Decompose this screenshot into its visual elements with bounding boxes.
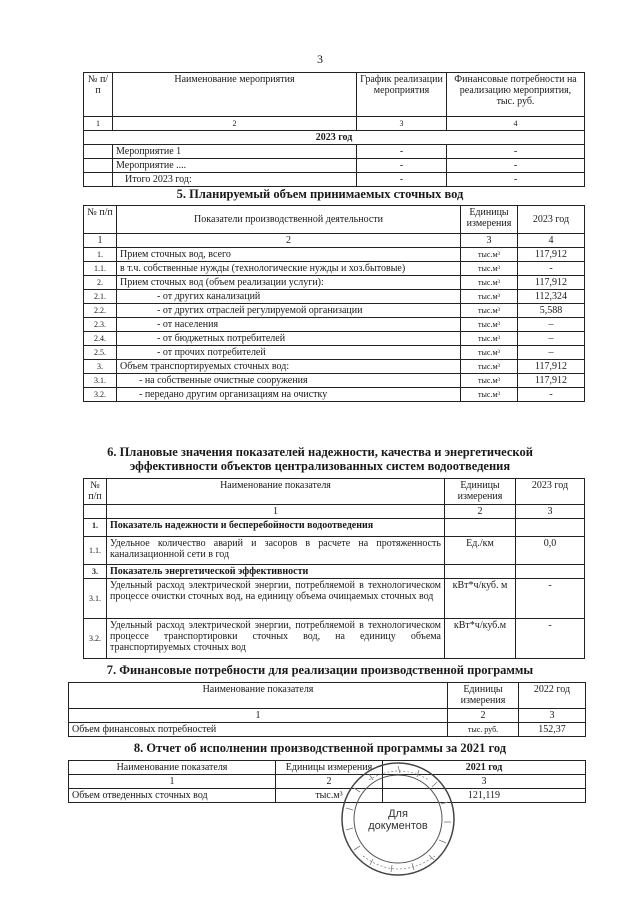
table-row: [84, 318, 585, 332]
indicator-value: –: [518, 346, 585, 360]
indicator-value: 117,912: [518, 248, 585, 262]
page-number: 3: [317, 52, 323, 66]
row-num: 2.5.: [84, 346, 117, 360]
indicator-value: -: [516, 579, 585, 619]
table-row: [84, 276, 585, 290]
table-row: [84, 290, 585, 304]
indicator-name: Объем транспортируемых сточных вод:: [117, 360, 461, 374]
row-num: 1.: [84, 248, 117, 262]
table-row: [84, 248, 585, 262]
indicator-name: Удельное количество аварий и засоров в расчете на протяженность канализационной сети в год: [107, 537, 445, 565]
col-header-indicator: Наименование показателя: [107, 479, 445, 505]
index-cell: 3: [461, 234, 518, 248]
index-cell: 3: [519, 709, 586, 723]
table-header-row: [84, 479, 585, 505]
row-num: 1.1.: [84, 537, 107, 565]
section8-title: 8. Отчет об исполнении производственной программы за 2021 год: [133, 741, 507, 755]
col-header-num: № п/п: [84, 479, 107, 505]
activity-total: Итого 2023 год:: [113, 173, 357, 187]
table-row: [84, 360, 585, 374]
activity-schedule: -: [357, 145, 447, 159]
indicator-unit: Ед./км: [445, 537, 516, 565]
col-header-num: № п/п: [84, 206, 117, 234]
indicator-name: Прием сточных вод, всего: [117, 248, 461, 262]
indicator-name: Объем финансовых потребностей: [69, 723, 448, 737]
table-row: [84, 346, 585, 360]
official-stamp: [339, 760, 457, 878]
indicator-value: -: [518, 388, 585, 402]
indicator-value: 112,324: [518, 290, 585, 304]
row-num: 2.4.: [84, 332, 117, 346]
row-num: 3.: [84, 565, 107, 579]
activity-schedule: -: [357, 159, 447, 173]
index-cell: 2: [113, 117, 357, 131]
indicator-value: –: [518, 318, 585, 332]
indicator-unit: тыс.м³: [461, 374, 518, 388]
table-header-row: [69, 683, 586, 709]
table-reliability-indicators: [83, 478, 585, 659]
table-header-row: [69, 761, 586, 775]
table-row: [84, 619, 585, 659]
group-row: [84, 519, 585, 537]
indicator-name: Удельный расход электрической энергии, потребляемой в технологическом процессе транспортировки сточных вод, на единицу объема транспортируемых сточных вод: [107, 619, 445, 659]
index-cell: 3: [357, 117, 447, 131]
table-row: [69, 789, 586, 803]
indicator-unit: тыс.м³: [461, 318, 518, 332]
col-header-year: 2023 год: [518, 206, 585, 234]
col-header-name: Наименование мероприятия: [113, 73, 357, 117]
index-cell: 2: [448, 709, 519, 723]
indicator-unit: тыс.м³: [461, 262, 518, 276]
col-header-schedule: График реализации мероприятия: [357, 73, 447, 117]
indicator-name: - на собственные очистные сооружения: [117, 374, 461, 388]
indicator-name: - передано другим организациям на очистку: [117, 388, 461, 402]
table-row: [84, 332, 585, 346]
activity-name: Мероприятие ....: [113, 159, 357, 173]
indicator-name: - от населения: [117, 318, 461, 332]
col-header-indicator: Показатели производственной деятельности: [117, 206, 461, 234]
row-num: 3.1.: [84, 579, 107, 619]
table-row: [84, 537, 585, 565]
index-row: [84, 234, 585, 248]
table-financial-needs: [68, 682, 586, 737]
indicator-name: в т.ч. собственные нужды (технологические нужды и хоз.бытовые): [117, 262, 461, 276]
col-header-finance: Финансовые потребности на реализацию мероприятия, тыс. руб.: [447, 73, 585, 117]
index-cell: 1: [107, 505, 445, 519]
index-cell: 3: [383, 775, 586, 789]
indicator-value: –: [518, 332, 585, 346]
section7-title: 7. Финансовые потребности для реализации производственной программы: [106, 663, 534, 677]
activity-name: Мероприятие 1: [113, 145, 357, 159]
indicator-name: Объем отведенных сточных вод: [69, 789, 276, 803]
indicator-unit: тыс.м³: [461, 248, 518, 262]
year-row: [84, 131, 585, 145]
indicator-value: 0,0: [516, 537, 585, 565]
section6-title-line2: эффективности объектов централизованных систем водоотведения: [129, 459, 511, 473]
activity-finance: -: [447, 159, 585, 173]
indicator-unit: кВт*ч/куб. м: [445, 579, 516, 619]
indicator-unit: тыс.м³: [461, 332, 518, 346]
index-cell: 2: [445, 505, 516, 519]
table-row: [84, 388, 585, 402]
index-row: [69, 709, 586, 723]
table-wastewater-volume: [83, 205, 585, 402]
col-header-unit: Единицы измерения: [445, 479, 516, 505]
row-num: 1.1.: [84, 262, 117, 276]
stamp-text-line2: документов: [368, 820, 428, 832]
col-header-indicator: Наименование показателя: [69, 683, 448, 709]
indicator-name: - от других отраслей регулируемой организации: [117, 304, 461, 318]
indicator-unit: тыс.м³: [461, 388, 518, 402]
indicator-unit: тыс.м³: [461, 346, 518, 360]
row-num: 2.3.: [84, 318, 117, 332]
indicator-unit: тыс.м³: [461, 276, 518, 290]
indicator-value: 152,37: [519, 723, 586, 737]
table-row: [84, 579, 585, 619]
indicator-value: 5,588: [518, 304, 585, 318]
year-label: 2023 год: [84, 131, 585, 145]
table-row: [84, 304, 585, 318]
row-num: 3.2.: [84, 388, 117, 402]
section5-rows: [84, 248, 585, 402]
section5-title: 5. Планируемый объем принимаемых сточных вод: [176, 187, 464, 201]
indicator-name: - от бюджетных потребителей: [117, 332, 461, 346]
indicator-value: -: [516, 619, 585, 659]
group-title: Показатель надежности и бесперебойности водоотведения: [107, 519, 445, 537]
table-activities: [83, 72, 585, 187]
indicator-unit: тыс.м³: [461, 304, 518, 318]
row-num: 3.: [84, 360, 117, 374]
activity-finance: -: [447, 173, 585, 187]
index-row: [69, 775, 586, 789]
indicator-value: 117,912: [518, 360, 585, 374]
indicator-value: 121,119: [383, 789, 586, 803]
index-cell: 1: [84, 234, 117, 248]
indicator-value: -: [518, 262, 585, 276]
index-cell: 4: [518, 234, 585, 248]
index-cell: 2: [117, 234, 461, 248]
row-num: 3.1.: [84, 374, 117, 388]
table-row: [84, 262, 585, 276]
index-cell: 2: [276, 775, 383, 789]
indicator-name: - от прочих потребителей: [117, 346, 461, 360]
row-num: 2.2.: [84, 304, 117, 318]
table-row: [84, 159, 585, 173]
indicator-unit: тыс.м³: [461, 290, 518, 304]
col-header-unit: Единицы измерения: [461, 206, 518, 234]
index-cell: 1: [69, 709, 448, 723]
indicator-unit: тыс.м³: [461, 360, 518, 374]
col-header-unit: Единицы измерения: [276, 761, 383, 775]
indicator-unit: тыс. руб.: [448, 723, 519, 737]
indicator-name: - от других канализаций: [117, 290, 461, 304]
activity-schedule: -: [357, 173, 447, 187]
stamp-text-line1: Для: [388, 808, 408, 820]
col-header-year: 2021 год: [383, 761, 586, 775]
table-header-row: [84, 73, 585, 117]
row-num: 3.2.: [84, 619, 107, 659]
index-row: [84, 505, 585, 519]
table-row: [84, 374, 585, 388]
table-program-report: [68, 760, 586, 803]
index-cell: 1: [69, 775, 276, 789]
col-header-year: 2023 год: [516, 479, 585, 505]
index-cell: 3: [516, 505, 585, 519]
col-header-unit: Единицы измерения: [448, 683, 519, 709]
indicator-unit: кВт*ч/куб.м: [445, 619, 516, 659]
indicator-value: 117,912: [518, 276, 585, 290]
row-num: 2.1.: [84, 290, 117, 304]
table-header-row: [84, 206, 585, 234]
index-cell: 1: [84, 117, 113, 131]
col-header-indicator: Наименование показателя: [69, 761, 276, 775]
indicator-name: Прием сточных вод (объем реализации услуги):: [117, 276, 461, 290]
table-row: [84, 145, 585, 159]
group-row: [84, 565, 585, 579]
row-num: 2.: [84, 276, 117, 290]
col-header-year: 2022 год: [519, 683, 586, 709]
activity-finance: -: [447, 145, 585, 159]
section6-title-line1: 6. Плановые значения показателей надежности, качества и энергетической: [107, 445, 533, 459]
indicator-unit: тыс.м³: [276, 789, 383, 803]
row-num: 1.: [84, 519, 107, 537]
index-cell: 4: [447, 117, 585, 131]
group-title: Показатель энергетической эффективности: [107, 565, 445, 579]
table-row: [84, 173, 585, 187]
index-row: [84, 117, 585, 131]
indicator-value: 117,912: [518, 374, 585, 388]
indicator-name: Удельный расход электрической энергии, потребляемой в технологическом процессе очистки сточных вод, на единицу объема очищаемых сточных вод: [107, 579, 445, 619]
table-row: [69, 723, 586, 737]
col-header-num: № п/п: [84, 73, 113, 117]
